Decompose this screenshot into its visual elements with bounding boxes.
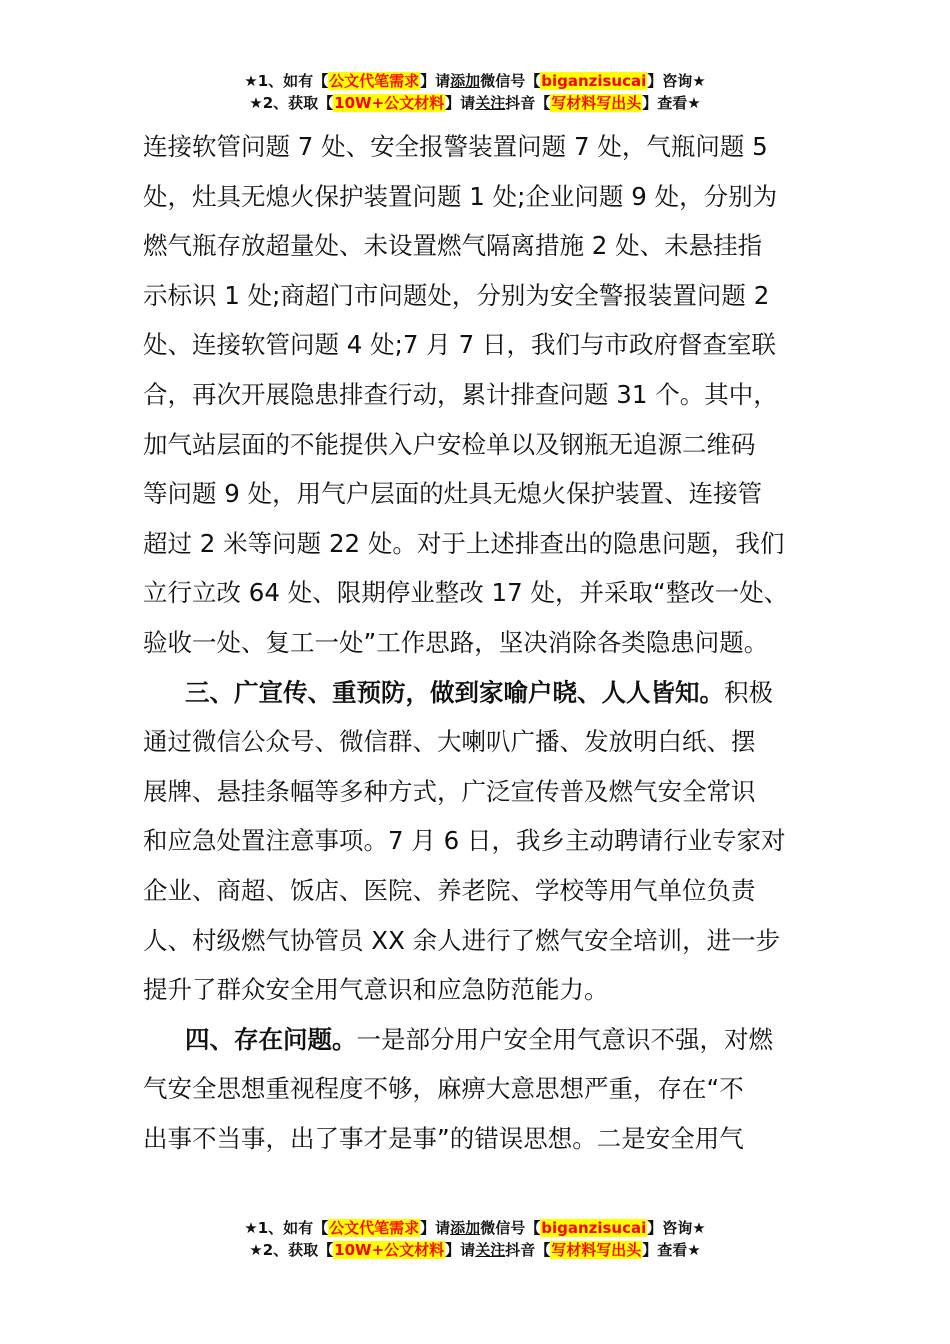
underlined-add: 添加 [450, 1219, 481, 1237]
star-icon: ★ [249, 94, 263, 112]
highlight-service: 公文代笔需求 [329, 1219, 420, 1237]
banner-text: 抖音【 [505, 1241, 551, 1259]
banner-text: 】查看 [642, 1241, 688, 1259]
banner-text: 】请 [420, 72, 451, 90]
text-line: 人、村级燃气协管员 XX 余人进行了燃气安全培训，进一步 [143, 925, 781, 955]
highlight-wechat-id: biganzisucai [541, 72, 647, 90]
section-4-heading: 四、存在问题。 [185, 1024, 357, 1054]
text-line: 处，灶具无熄火保护装置问题 1 处;企业问题 9 处，分别为 [143, 181, 778, 211]
text-line: 通过微信公众号、微信群、大喇叭广播、发放明白纸、摆 [143, 727, 756, 757]
text-line: 展牌、悬挂条幅等多种方式，广泛宣传普及燃气安全常识 [143, 776, 756, 806]
star-icon: ★ [687, 1241, 701, 1259]
section-4-lead: 一是部分用户安全用气意识不强，对燃 [356, 1024, 773, 1054]
document-body [0, 122, 950, 1163]
banner-text: 】请 [445, 94, 476, 112]
underlined-follow: 关注 [475, 1241, 506, 1259]
star-icon: ★ [244, 72, 258, 90]
banner-text: 微信号【 [480, 1219, 541, 1237]
star-icon: ★ [692, 1219, 706, 1237]
star-icon: ★ [692, 72, 706, 90]
text-line: 连接软管问题 7 处、安全报警装置问题 7 处，气瓶问题 5 [143, 132, 768, 161]
banner-text: 1、如有【 [257, 1219, 329, 1237]
banner-text: 微信号【 [480, 72, 541, 90]
banner-text: 抖音【 [505, 94, 551, 112]
banner-text: 】咨询 [647, 72, 693, 90]
underlined-follow: 关注 [475, 94, 506, 112]
banner-text: 】请 [445, 1241, 476, 1259]
text-line: 超过 2 米等问题 22 处。对于上述排查出的隐患问题，我们 [143, 528, 785, 558]
star-icon: ★ [244, 1219, 258, 1237]
star-icon: ★ [249, 1241, 263, 1259]
banner-text: 2、获取【 [262, 94, 334, 112]
text-line: 气安全思想重视程度不够，麻痹大意思想严重，存在“不 [143, 1074, 744, 1104]
text-line: 燃气瓶存放超量处、未设置燃气隔离措施 2 处、未悬挂指 [143, 231, 763, 261]
text-line: 出事不当事，出了事才是事”的错误思想。二是安全用气 [143, 1123, 744, 1153]
text-line: 和应急处置注意事项。7 月 6 日，我乡主动聘请行业专家对 [143, 826, 786, 856]
banner-text: 】请 [420, 1219, 451, 1237]
banner-text: 】查看 [642, 94, 688, 112]
highlight-douyin-id: 写材料写出头 [551, 1241, 642, 1259]
highlight-service: 公文代笔需求 [329, 72, 420, 90]
banner-line-2 [0, 1239, 950, 1261]
text-line: 示标识 1 处;商超门市问题处，分别为安全警报装置问题 2 [143, 280, 770, 310]
banner-text: 2、获取【 [262, 1241, 334, 1259]
text-line: 合，再次开展隐患排查行动，累计排查问题 31 个。其中， [143, 379, 778, 409]
header-banner [0, 70, 950, 114]
highlight-douyin-id: 写材料写出头 [551, 94, 642, 112]
footer-banner [0, 1217, 950, 1261]
text-line: 立行立改 64 处、限期停业整改 17 处，并采取“整改一处、 [143, 578, 789, 608]
banner-line-1 [0, 70, 950, 92]
text-line: 处、连接软管问题 4 处;7 月 7 日，我们与市政府督查室联 [143, 330, 776, 360]
text-line: 加气站层面的不能提供入户安检单以及钢瓶无追源二维码 [143, 429, 756, 459]
text-line: 企业、商超、饭店、医院、养老院、学校等用气单位负责 [143, 875, 756, 905]
banner-line-2 [0, 92, 950, 114]
banner-line-1 [0, 1217, 950, 1239]
underlined-add: 添加 [450, 72, 481, 90]
banner-text: 】咨询 [647, 1219, 693, 1237]
star-icon: ★ [687, 94, 701, 112]
section-3-lead: 积极 [724, 677, 773, 707]
highlight-materials: 10W+公文材料 [334, 1241, 445, 1259]
highlight-wechat-id: biganzisucai [541, 1219, 647, 1237]
section-3-heading: 三、广宣传、重预防，做到家喻户晓、人人皆知。 [185, 677, 724, 707]
text-line: 验收一处、复工一处”工作思路，坚决消除各类隐患问题。 [143, 627, 769, 657]
section-4-first-line [0, 1015, 950, 1065]
banner-text: 1、如有【 [257, 72, 329, 90]
section-3-first-line [0, 668, 950, 718]
highlight-materials: 10W+公文材料 [334, 94, 445, 112]
text-line: 等问题 9 处，用气户层面的灶具无熄火保护装置、连接管 [143, 479, 763, 509]
text-line: 提升了群众安全用气意识和应急防范能力。 [143, 975, 609, 1005]
